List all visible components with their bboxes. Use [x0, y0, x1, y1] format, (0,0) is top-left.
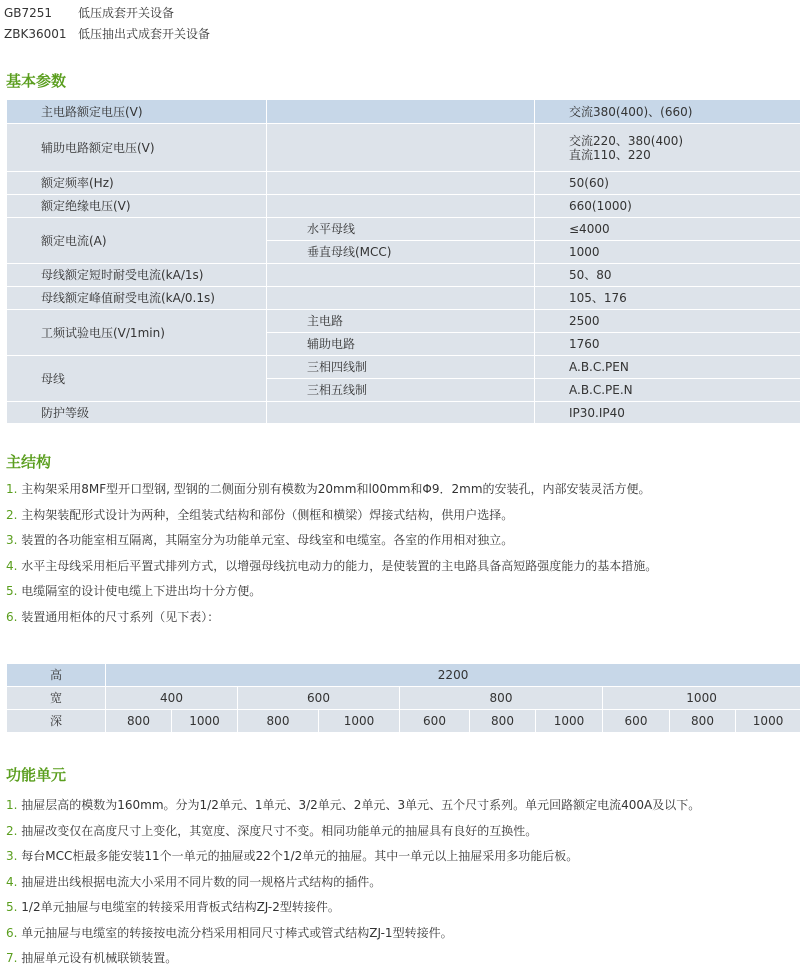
list-item-number: 7. [6, 951, 18, 965]
list-item [6, 481, 657, 507]
standard-row [4, 5, 174, 21]
table-row [7, 356, 801, 379]
list-item-number: 5. [6, 900, 18, 914]
standard-code: GB7251 [4, 6, 53, 20]
list-item [6, 507, 657, 533]
table-row [7, 218, 801, 241]
section-title-basic-params: 基本参数 [6, 72, 67, 90]
list-item [6, 848, 700, 874]
param-value: IP30.IP40 [535, 402, 801, 424]
param-label: 母线额定短时耐受电流(kA/1s) [7, 264, 267, 287]
param-label: 母线 [7, 356, 267, 402]
dim-value: 800 [106, 710, 172, 733]
list-item [6, 532, 657, 558]
param-label: 额定电流(A) [7, 218, 267, 264]
param-value: 105、176 [535, 287, 801, 310]
list-item-number: 4. [6, 558, 18, 573]
list-item-text: 抽屉进出线根据电流大小采用不同片数的同一规格片式结构的插件。 [17, 874, 382, 889]
structure-list [6, 481, 657, 634]
param-sub-label [267, 264, 535, 287]
param-sub-label: 三相五线制 [267, 379, 535, 402]
dim-value: 800 [400, 687, 603, 710]
list-item [6, 609, 657, 635]
basic-params-table [6, 99, 801, 424]
table-row [7, 195, 801, 218]
dim-value: 400 [106, 687, 238, 710]
param-value [535, 124, 801, 172]
list-item-number: 1. [6, 798, 18, 812]
list-item-number: 5. [6, 584, 18, 598]
param-value-line: 直流110、220 [569, 147, 651, 162]
cabinet-dimensions-table [6, 663, 801, 733]
list-item-text: 装置的各功能室相互隔离，其隔室分为功能单元室、母线室和电缆室。各室的作用相对独立。 [17, 533, 514, 547]
param-label: 工频试验电压(V/1min) [7, 310, 267, 356]
param-value: A.B.C.PEN [535, 356, 801, 379]
list-item-text: 单元抽屉与电缆室的转接按电流分档采用相同尺寸棒式或管式结构ZJ-1型转接件。 [17, 925, 453, 940]
list-item [6, 558, 657, 584]
list-item-text: 每台MCC柜最多能安装11个一单元的抽屉或22个1/2单元的抽屉。其中一单元以上抽屉采用多功能后板。 [17, 849, 579, 863]
dim-label: 高 [7, 664, 106, 687]
dim-value: 800 [238, 710, 319, 733]
param-label: 防护等级 [7, 402, 267, 424]
dim-label: 宽 [7, 687, 106, 710]
param-value-line: 交流220、380(400) [569, 133, 684, 148]
list-item-text: 抽屉层高的模数为160mm。分为1/2单元、1单元、3/2单元、2单元、3单元、五个尺寸系列。单元回路额定电流400A及以下。 [17, 798, 701, 812]
list-item-number: 6. [6, 925, 18, 940]
param-label: 主电路额定电压(V) [7, 100, 267, 124]
table-row [7, 172, 801, 195]
dim-value: 800 [670, 710, 736, 733]
param-sub-label: 三相四线制 [267, 356, 535, 379]
param-sub-label [267, 402, 535, 424]
list-item-text: 电缆隔室的设计使电缆上下进出均十分方便。 [17, 584, 262, 598]
list-item-number: 4. [6, 874, 18, 889]
param-value: 交流380(400)、(660) [535, 100, 801, 124]
list-item [6, 874, 700, 900]
param-sub-label [267, 287, 535, 310]
dim-value: 600 [238, 687, 400, 710]
dim-value: 1000 [603, 687, 801, 710]
param-sub-label: 主电路 [267, 310, 535, 333]
list-item [6, 925, 700, 951]
standard-name: 低压抽出式成套开关设备 [78, 27, 211, 41]
table-row [7, 100, 801, 124]
table-row [7, 124, 801, 172]
table-row [7, 310, 801, 333]
dim-value: 600 [400, 710, 470, 733]
list-item-text: 抽屉单元设有机械联锁装置。 [17, 951, 178, 965]
param-value: 1000 [535, 241, 801, 264]
list-item-text: 抽屉改变仅在高度尺寸上变化，其宽度、深度尺寸不变。相同功能单元的抽屉具有良好的互换性。 [17, 823, 538, 838]
param-sub-label: 水平母线 [267, 218, 535, 241]
param-sub-label [267, 195, 535, 218]
list-item-text: 水平主母线采用柜后平置式排列方式，以增强母线抗电动力的能力，是使装置的主电路具备高短路强度能力的基本措施。 [17, 558, 658, 573]
list-item-number: 3. [6, 533, 18, 547]
list-item [6, 899, 700, 925]
param-sub-label: 辅助电路 [267, 333, 535, 356]
dim-value: 2200 [106, 664, 801, 687]
table-row [7, 687, 801, 710]
dim-value: 1000 [172, 710, 238, 733]
section-title-structure: 主结构 [6, 453, 52, 471]
param-label: 辅助电路额定电压(V) [7, 124, 267, 172]
list-item-number: 2. [6, 507, 18, 522]
standard-code: ZBK36001 [4, 27, 67, 41]
standard-row [4, 26, 210, 42]
table-row [7, 402, 801, 424]
list-item-number: 1. [6, 482, 18, 496]
param-value: 1760 [535, 333, 801, 356]
function-list [6, 797, 700, 976]
param-sub-label [267, 100, 535, 124]
list-item-text: 主构架装配形式设计为两种，全组装式结构和部份（侧框和横梁）焊接式结构，供用户选择。 [17, 507, 514, 522]
list-item-text: 装置通用柜体的尺寸系列（见下表）： [17, 609, 220, 624]
param-value: 50、80 [535, 264, 801, 287]
list-item-number: 3. [6, 849, 18, 863]
section-title-function-units: 功能单元 [6, 766, 67, 784]
table-row [7, 287, 801, 310]
standard-name: 低压成套开关设备 [78, 6, 175, 20]
list-item-text: 1/2单元抽屉与电缆室的转接采用背板式结构ZJ-2型转接件。 [17, 900, 340, 914]
list-item [6, 797, 700, 823]
param-label: 额定频率(Hz) [7, 172, 267, 195]
list-item [6, 823, 700, 849]
dim-value: 1000 [736, 710, 801, 733]
dim-label: 深 [7, 710, 106, 733]
param-value: 50(60) [535, 172, 801, 195]
param-label: 母线额定峰值耐受电流(kA/0.1s) [7, 287, 267, 310]
param-sub-label [267, 124, 535, 172]
param-value: A.B.C.PE.N [535, 379, 801, 402]
dim-value: 800 [470, 710, 536, 733]
param-label: 额定绝缘电压(V) [7, 195, 267, 218]
dim-value: 1000 [536, 710, 603, 733]
dim-value: 1000 [319, 710, 400, 733]
param-sub-label [267, 172, 535, 195]
param-value: 2500 [535, 310, 801, 333]
list-item-number: 2. [6, 823, 18, 838]
param-value: 660(1000) [535, 195, 801, 218]
list-item [6, 583, 657, 609]
dim-value: 600 [603, 710, 670, 733]
list-item-text: 主构架采用8MF型开口型钢, 型钢的二侧面分别有模数为20mm和l00mm和Φ9．2mm的安装孔，内部安装灵活方便。 [17, 482, 651, 496]
list-item [6, 950, 700, 976]
list-item-number: 6. [6, 609, 18, 624]
table-row [7, 264, 801, 287]
table-row [7, 664, 801, 687]
param-sub-label: 垂直母线(MCC) [267, 241, 535, 264]
table-row [7, 710, 801, 733]
param-value: ≤4000 [535, 218, 801, 241]
